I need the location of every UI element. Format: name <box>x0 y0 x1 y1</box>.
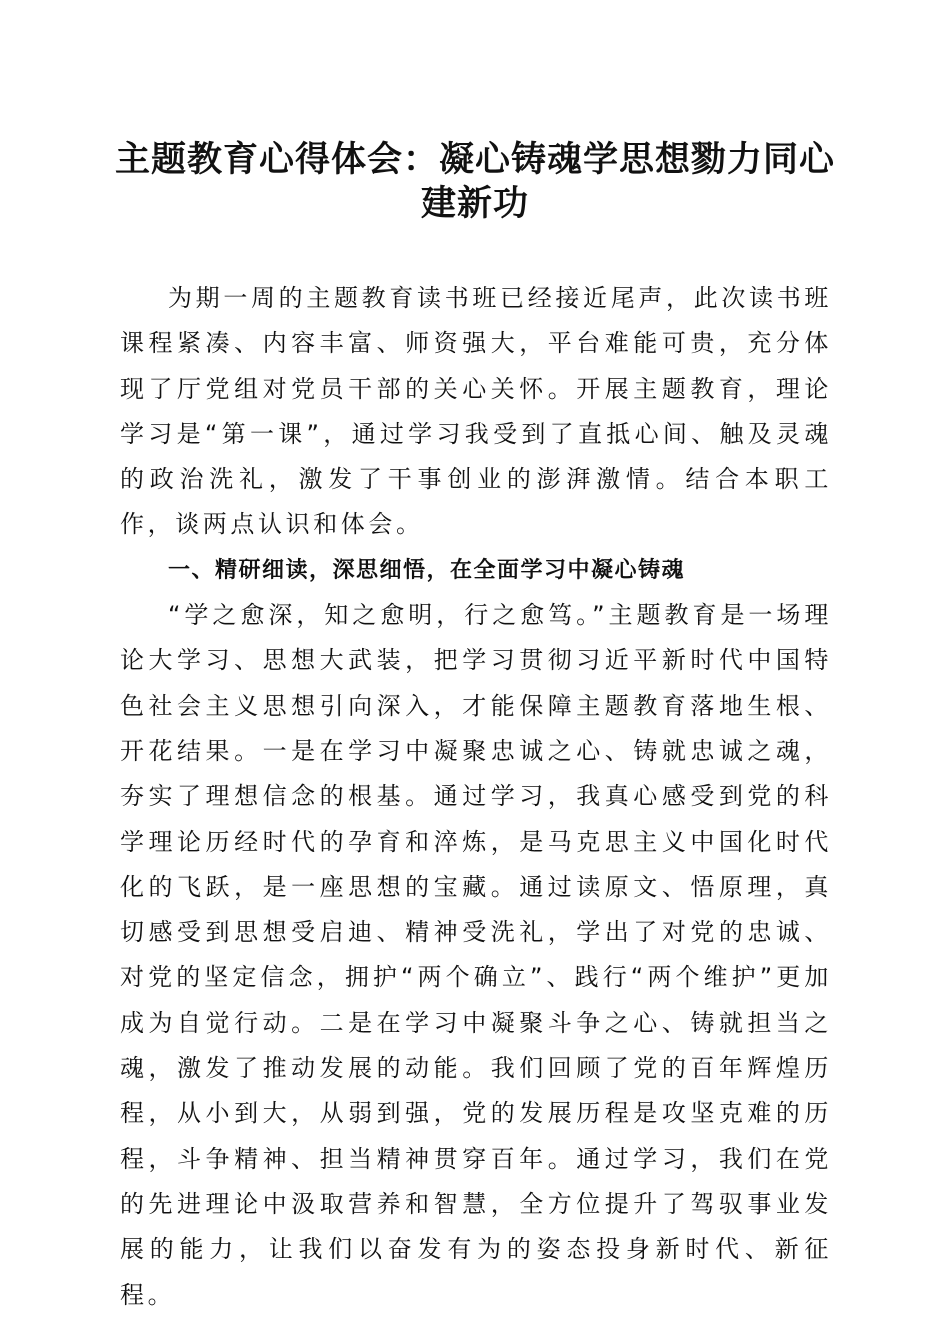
document-body <box>120 276 832 1318</box>
intro-paragraph: 为期一周的主题教育读书班已经接近尾声，此次读书班课程紧凑、内容丰富、师资强大，平台难能可贵，充分体现了厅党组对党员干部的关心关怀。开展主题教育，理论学习是“第一课”，通过学习我受到了直抵心间、触及灵魂的政治洗礼，激发了干事创业的澎湃激情。结合本职工作，谈两点认识和体会。 <box>120 284 832 539</box>
section-paragraph: “学之愈深，知之愈明，行之愈笃。”主题教育是一场理论大学习、思想大武装，把学习贯彻习近平新时代中国特色社会主义思想引向深入，才能保障主题教育落地生根、开花结果。一是在学习中凝聚忠诚之心、铸就忠诚之魂，夯实了理想信念的根基。通过学习，我真心感受到党的科学理论历经时代的孕育和淬炼，是马克思主义中国化时代化的飞跃，是一座思想的宝藏。通过读原文、悟原理，真切感受到思想受启迪、精神受洗礼，学出了对党的忠诚、对党的坚定信念，拥护“两个确立”、践行“两个维护”更加成为自觉行动。二是在学习中凝聚斗争之心、铸就担当之魂，激发了推动发展的动能。我们回顾了党的百年辉煌历程，从小到大，从弱到强，党的发展历程是攻坚克难的历程，斗争精神、担当精神贯穿百年。通过学习，我们在党的先进理论中汲取营养和智慧，全方位提升了驾驭事业发展的能力，让我们以奋发有为的姿态投身新时代、新征程。 <box>120 601 832 1309</box>
document-title: 主题教育心得体会：凝心铸魂学思想勠力同心建新功 <box>114 139 835 224</box>
section-heading: 一、精研细读，深思细悟，在全面学习中凝心铸魂 <box>168 557 686 583</box>
